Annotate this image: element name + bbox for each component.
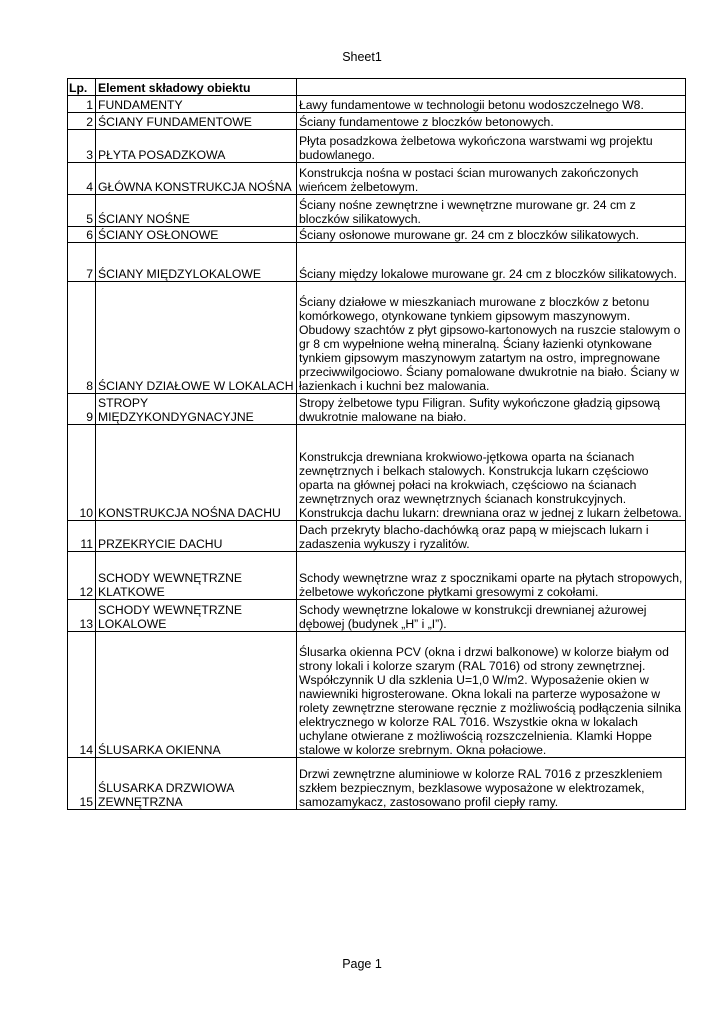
row-element: GŁÓWNA KONSTRUKCJA NOŚNA: [96, 163, 297, 195]
row-description: Ślusarka okienna PCV (okna i drzwi balkonowe) w kolorze białym od strony lokali i kolorze szarym (RAL 7016) od strony zewnętrznej. Współczynnik U dla szklenia U=1,0 W/m2. Wyposażenie okien w nawiewniki higrosterowane. Okna lokali na parterze wyposażone w rolety zewnętrzne sterowane ręcznie z możliwością podłączenia silnika elektrycznego w kolorze RAL 7016. Wszystkie okna w lokalach uchylane otwierane z możliwością rozszczelnienia. Klamki Hoppe stalowe w kolorze srebrnym. Okna połaciowe.: [297, 632, 686, 758]
row-element: STROPY MIĘDZYKONDYGNACYJNE: [96, 394, 297, 425]
header-lp: Lp.: [68, 79, 96, 96]
page-footer: Page 1: [342, 957, 382, 971]
row-description: Schody wewnętrzne wraz z spocznikami oparte na płytach stropowych, żelbetowe wykończone płytkami gresowymi z cokołami.: [297, 552, 686, 600]
table-row: [68, 600, 686, 632]
row-element: PŁYTA POSADZKOWA: [96, 130, 297, 163]
row-element: ŚCIANY MIĘDZYLOKALOWE: [96, 243, 297, 282]
table-row: [68, 394, 686, 425]
row-number: 10: [68, 425, 96, 521]
table-row: [68, 130, 686, 163]
table-row: [68, 113, 686, 130]
row-element: ŚLUSARKA DRZWIOWA ZEWNĘTRZNA: [96, 758, 297, 810]
table-row: [68, 552, 686, 600]
row-element: ŚLUSARKA OKIENNA: [96, 632, 297, 758]
row-element: KONSTRUKCJA NOŚNA DACHU: [96, 425, 297, 521]
row-description: Schody wewnętrzne lokalowe w konstrukcji drewnianej ażurowej dębowej (budynek „H” i „I”).: [297, 600, 686, 632]
row-number: 8: [68, 282, 96, 394]
sheet-title: Sheet1: [342, 50, 382, 64]
table-row: [68, 163, 686, 195]
row-description: Ściany działowe w mieszkaniach murowane z bloczków z betonu komórkowego, otynkowane tynkiem gipsowym maszynowym. Obudowy szachtów z płyt gipsowo-kartonowych na ruszcie stalowym o gr 8 cm wypełnione wełną mineralną. Ściany łazienki otynkowane tynkiem gipsowym maszynowym zatartym na ostro, impregnowane przeciwwilgociowo. Ściany pomalowane dwukrotnie na biało. Ściany w łazienkach i kuchni bez malowania.: [297, 282, 686, 394]
row-element: ŚCIANY OSŁONOWE: [96, 227, 297, 243]
row-number: 4: [68, 163, 96, 195]
row-description: Ławy fundamentowe w technologii betonu wodoszczelnego W8.: [297, 96, 686, 113]
row-number: 12: [68, 552, 96, 600]
row-description: Ściany między lokalowe murowane gr. 24 cm z bloczków silikatowych.: [297, 243, 686, 282]
row-number: 6: [68, 227, 96, 243]
row-number: 2: [68, 113, 96, 130]
row-element: SCHODY WEWNĘTRZNE KLATKOWE: [96, 552, 297, 600]
row-number: 9: [68, 394, 96, 425]
row-element: ŚCIANY NOŚNE: [96, 195, 297, 227]
header-desc: [297, 79, 686, 96]
table-row: [68, 632, 686, 758]
row-element: ŚCIANY DZIAŁOWE W LOKALACH: [96, 282, 297, 394]
row-description: Drzwi zewnętrzne aluminiowe w kolorze RAL 7016 z przeszkleniem szkłem bezpiecznym, bezklasowe wyposażone w elektrozamek, samozamykacz, zastosowano profil ciepły ramy.: [297, 758, 686, 810]
table-row: [68, 282, 686, 394]
row-description: Konstrukcja nośna w postaci ścian murowanych zakończonych wieńcem żelbetowym.: [297, 163, 686, 195]
row-number: 5: [68, 195, 96, 227]
row-number: 3: [68, 130, 96, 163]
table-row: [68, 425, 686, 521]
row-number: 1: [68, 96, 96, 113]
row-description: Ściany nośne zewnętrzne i wewnętrzne murowane gr. 24 cm z bloczków silikatowych.: [297, 195, 686, 227]
row-description: Ściany osłonowe murowane gr. 24 cm z bloczków silikatowych.: [297, 227, 686, 243]
table-row: [68, 758, 686, 810]
row-element: SCHODY WEWNĘTRZNE LOKALOWE: [96, 600, 297, 632]
table-row: [68, 521, 686, 552]
row-description: Dach przekryty blacho-dachówką oraz papą w miejscach lukarn i zadaszenia wykuszy i ryzalitów.: [297, 521, 686, 552]
row-description: Płyta posadzkowa żelbetowa wykończona warstwami wg projektu budowlanego.: [297, 130, 686, 163]
row-description: Stropy żelbetowe typu Filigran. Sufity wykończone gładzią gipsową dwukrotnie malowane na biało.: [297, 394, 686, 425]
row-description: Konstrukcja drewniana krokwiowo-jętkowa oparta na ścianach zewnętrznych i belkach stalowych. Konstrukcja lukarn częściowo oparta na głównej połaci na krokwiach, częściowo na ścianach zewnętrznych oraz wewnętrznych ścianach konstrukcyjnych. Konstrukcja dachu lukarn: drewniana oraz w jednej z lukarn żelbetowa.: [297, 425, 686, 521]
row-description: Ściany fundamentowe z bloczków betonowych.: [297, 113, 686, 130]
row-number: 13: [68, 600, 96, 632]
row-number: 15: [68, 758, 96, 810]
table-header-row: [68, 79, 686, 96]
row-number: 11: [68, 521, 96, 552]
row-element: ŚCIANY FUNDAMENTOWE: [96, 113, 297, 130]
row-element: FUNDAMENTY: [96, 96, 297, 113]
row-number: 14: [68, 632, 96, 758]
row-number: 7: [68, 243, 96, 282]
table-row: [68, 96, 686, 113]
table-row: [68, 195, 686, 227]
row-element: PRZEKRYCIE DACHU: [96, 521, 297, 552]
header-element: Element składowy obiektu: [96, 79, 297, 96]
element-table: [67, 78, 686, 810]
table-row: [68, 243, 686, 282]
table-row: [68, 227, 686, 243]
